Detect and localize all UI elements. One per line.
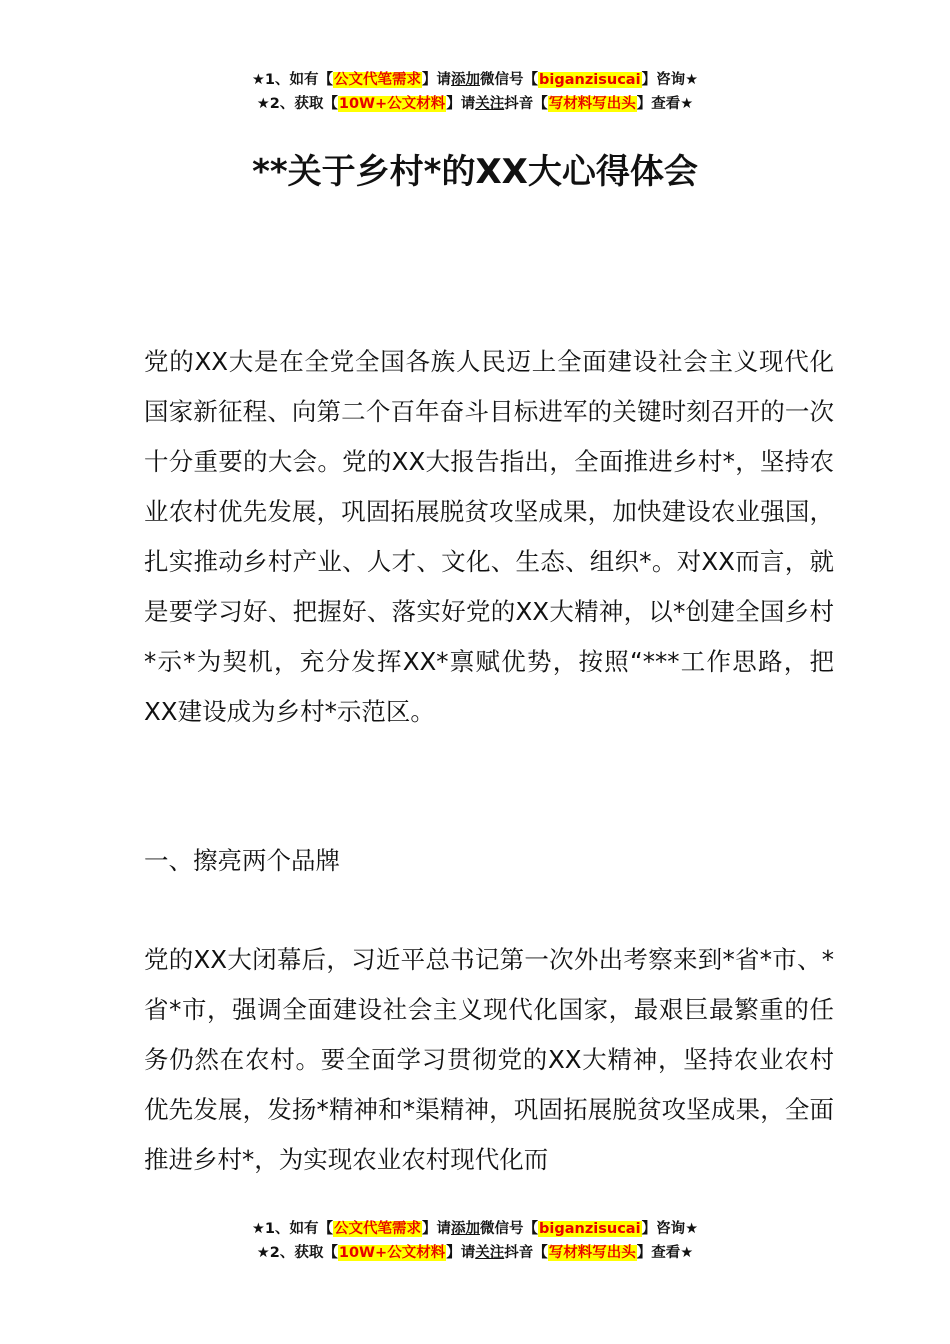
- star-icon: ★: [251, 72, 265, 88]
- paragraph-text: 党的XX大闭幕后，习近平总书记第一次外出考察来到*省*市、*省*市，强调全面建设社会主义现代化国家，最艰巨最繁重的任务仍然在农村。要全面学习贯彻党的XX大精神，坚持农业农村优先发展，发扬*精神和*渠精神，巩固拓展脱贫攻坚成果，全面推进乡村*，为实现农业农村现代化而: [144, 945, 834, 1174]
- header-promo-banner: [0, 68, 950, 116]
- star-icon: ★: [680, 96, 694, 112]
- star-icon: ★: [256, 1245, 270, 1261]
- promo-text: 】请: [422, 72, 452, 88]
- promo-wechat-id: biganzisucai: [539, 1221, 641, 1237]
- promo-text: 微信号【: [480, 1221, 539, 1237]
- promo-highlight: 10W+公文材料: [338, 1245, 446, 1261]
- promo-line-2: [0, 92, 950, 116]
- promo-text: 1、如有【: [264, 1221, 334, 1237]
- star-icon: ★: [680, 1245, 694, 1261]
- promo-text: 】查看: [636, 96, 681, 112]
- promo-highlight: 10W+公文材料: [338, 96, 446, 112]
- promo-highlight: 公文代笔需求: [334, 72, 422, 88]
- promo-underlined: 添加: [451, 1221, 481, 1237]
- promo-text: 微信号【: [480, 72, 539, 88]
- promo-douyin-account: 写材料写出头: [548, 96, 636, 112]
- promo-text: 】咨询: [641, 1221, 686, 1237]
- star-icon: ★: [685, 72, 699, 88]
- footer-promo-banner: [0, 1217, 950, 1265]
- promo-underlined: 关注: [475, 96, 505, 112]
- star-icon: ★: [685, 1221, 699, 1237]
- promo-underlined: 添加: [451, 72, 481, 88]
- star-icon: ★: [256, 96, 270, 112]
- document-title: **关于乡村*的XX大心得体会: [252, 152, 698, 192]
- section-heading-1: [144, 836, 834, 886]
- promo-text: 】咨询: [641, 72, 686, 88]
- promo-wechat-id: biganzisucai: [539, 72, 641, 88]
- promo-underlined: 关注: [475, 1245, 505, 1261]
- promo-text: 】请: [422, 1221, 452, 1237]
- paragraph-text: 党的XX大是在全党全国各族人民迈上全面建设社会主义现代化国家新征程、向第二个百年奋斗目标进军的关键时刻召开的一次十分重要的大会。党的XX大报告指出，全面推进乡村*，坚持农业农村优先发展，巩固拓展脱贫攻坚成果，加快建设农业强国，扎实推动乡村产业、人才、文化、生态、组织*。对XX而言，就是要学习好、把握好、落实好党的XX大精神，以*创建全国乡村*示*为契机，充分发挥XX*禀赋优势，按照“***工作思路，把XX建设成为乡村*示范区。: [144, 347, 834, 726]
- promo-text: 】请: [446, 1245, 476, 1261]
- promo-text: 抖音【: [504, 96, 548, 112]
- promo-line-1: [0, 1217, 950, 1241]
- heading-text: 一、擦亮两个品牌: [144, 846, 340, 875]
- promo-text: 抖音【: [504, 1245, 548, 1261]
- star-icon: ★: [251, 1221, 265, 1237]
- promo-douyin-account: 写材料写出头: [548, 1245, 636, 1261]
- promo-text: 2、获取【: [269, 1245, 338, 1261]
- promo-text: 】请: [446, 96, 476, 112]
- body-paragraph-1: [144, 337, 834, 737]
- promo-text: 1、如有【: [264, 72, 334, 88]
- body-paragraph-2: [144, 935, 834, 1185]
- promo-line-2: [0, 1241, 950, 1265]
- promo-text: 2、获取【: [269, 96, 338, 112]
- promo-text: 】查看: [636, 1245, 681, 1261]
- promo-highlight: 公文代笔需求: [334, 1221, 422, 1237]
- promo-line-1: [0, 68, 950, 92]
